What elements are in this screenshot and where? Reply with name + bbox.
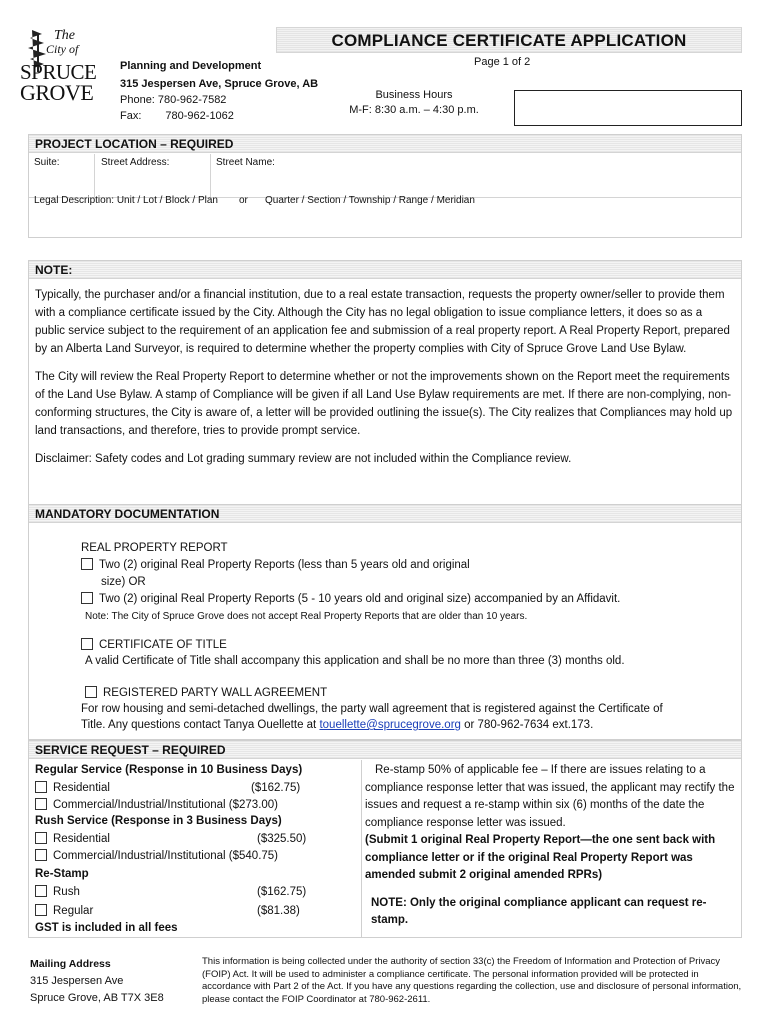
party-wall-label: REGISTERED PARTY WALL AGREEMENT (103, 687, 328, 699)
rpr-option-2 (81, 591, 620, 608)
office-fax (120, 108, 318, 124)
party-wall-checkbox[interactable] (85, 686, 97, 698)
gst-note: GST is included in all fees (35, 922, 178, 934)
party-wall-agreement (85, 685, 327, 702)
rpr-option-2-checkbox[interactable] (81, 592, 93, 604)
suite-field[interactable] (29, 154, 95, 198)
restamp-applicant-note: NOTE: Only the original compliance applicant can request re-stamp. (371, 896, 707, 926)
street-name-label: Street Name: (216, 157, 275, 168)
address-row (29, 154, 741, 198)
certificate-of-title-checkbox[interactable] (81, 638, 93, 650)
rush-residential-label: Residential (53, 833, 110, 845)
suite-label: Suite: (34, 157, 60, 168)
legal-description-field[interactable] (29, 195, 741, 238)
foip-notice: This information is being collected under the authority of section 33(c) the Freedom of Information and Protection of Privacy (FOIP) Act. It will be used to administer a compliance certificate. The personal information provided will be protected in accordance with Part 2 of the Act. If you have any questions regarding the collection, use and disclosure of personal information, please contact the FOIP Coordinator at 780-962-2611. (202, 956, 742, 1005)
regular-commercial-label: Commercial/Industrial/Institutional (53, 799, 226, 811)
mailing-address-line-1: 315 Jespersen Ave (30, 975, 124, 987)
page-number: Page 1 of 2 (474, 56, 531, 68)
office-phone: Phone: 780-962-7582 (120, 94, 227, 106)
rush-commercial-checkbox[interactable] (35, 849, 47, 861)
restamp-rush-price: ($162.75) (257, 886, 307, 898)
street-address-label: Street Address: (101, 157, 170, 168)
regular-commercial-option (35, 797, 278, 814)
regular-commercial-price: ($273.00) (228, 799, 279, 811)
rush-residential-option (35, 831, 110, 848)
city-logo (20, 26, 100, 122)
logo-spruce: SPRUCE (20, 60, 97, 84)
project-location-heading: PROJECT LOCATION – REQUIRED (29, 135, 741, 153)
restamp-rush-checkbox[interactable] (35, 885, 47, 897)
note-paragraph-2: The City will review the Real Property Report to determine whether or not the improvements shown on the Report meet the requirements of the Land Use Bylaw. A stamp of Compliance will be given if all Land Use Bylaw requirements are met. If there are non-complying, non-conforming structures, the City is aware of, a letter will be provided outlining the issue(s). The City realizes that Compliances may hold up land transactions, and therefore, tries to provide prompt service. (35, 371, 733, 437)
rush-residential-price: ($325.50) (257, 833, 307, 845)
restamp-regular-price: ($81.38) (257, 905, 300, 917)
mailing-address (30, 956, 164, 1007)
office-info (120, 58, 318, 124)
certificate-of-title-label: CERTIFICATE OF TITLE (99, 639, 227, 651)
restamp-title: Re-Stamp (35, 868, 89, 880)
mailing-address-title: Mailing Address (30, 958, 111, 970)
disclaimer: Disclaimer: Safety codes and Lot grading summary review are not included within the Compliance review. (35, 453, 572, 465)
form-title: COMPLIANCE CERTIFICATE APPLICATION (276, 27, 742, 53)
logo-the: The (54, 28, 75, 43)
street-address-field[interactable] (95, 154, 211, 198)
rush-commercial-option (35, 848, 278, 865)
logo-city-of: City of (46, 42, 79, 56)
column-divider (361, 760, 362, 938)
party-wall-phone: or 780-962-7634 ext.173. (464, 719, 594, 731)
regular-residential-label: Residential (53, 782, 110, 794)
fax-label: Fax: (120, 110, 142, 122)
or-label: or (239, 195, 248, 206)
regular-residential-price: ($162.75) (251, 782, 301, 794)
project-location-section (28, 134, 742, 238)
restamp-rush-label: Rush (53, 886, 80, 898)
restamp-regular-option (35, 903, 93, 920)
restamp-rush-option (35, 884, 80, 901)
legal-description-label: Legal Description: Unit / Lot / Block / Plan (34, 195, 218, 206)
contact-email-link[interactable]: touellette@sprucegrove.org (319, 719, 461, 731)
note-body (29, 279, 741, 468)
rpr-option-2-text: Two (2) original Real Property Reports (5 - 10 years old and original size) accompanied by an Affidavit. (99, 593, 621, 605)
office-use-box[interactable] (514, 90, 742, 126)
certificate-of-title-text: A valid Certificate of Title shall accompany this application and shall be no more than three (3) months old. (85, 655, 625, 667)
rush-residential-checkbox[interactable] (35, 832, 47, 844)
rpr-option-1 (81, 557, 470, 574)
service-request-section (28, 740, 742, 938)
regular-residential-option (35, 780, 110, 797)
logo-grove: GROVE (20, 80, 94, 105)
restamp-description (365, 762, 737, 930)
street-name-field[interactable] (211, 154, 741, 198)
party-wall-text-1: For row housing and semi-detached dwellings, the party wall agreement that is registered against the Certificate of (81, 703, 663, 715)
restamp-submit-instructions: (Submit 1 original Real Property Report—the one sent back with compliance letter or if the original Real Property Report was amended submit 2 original amended RPRs) (365, 834, 716, 881)
rpr-title: REAL PROPERTY REPORT (81, 542, 228, 554)
rpr-option-1-text: Two (2) original Real Property Reports (less than 5 years old and original (99, 559, 470, 571)
note-section (28, 260, 742, 504)
hours-value: M-F: 8:30 a.m. – 4:30 p.m. (349, 104, 479, 116)
note-heading: NOTE: (29, 261, 741, 279)
hours-label: Business Hours (375, 89, 453, 101)
office-address: 315 Jespersen Ave, Spruce Grove, AB (120, 78, 319, 90)
mailing-address-line-2: Spruce Grove, AB T7X 3E8 (30, 992, 164, 1004)
regular-commercial-checkbox[interactable] (35, 798, 47, 810)
regular-residential-checkbox[interactable] (35, 781, 47, 793)
rpr-note: Note: The City of Spruce Grove does not accept Real Property Reports that are older than 10 years. (85, 611, 528, 622)
party-wall-contact: Title. Any questions contact Tanya Ouellette at (81, 719, 317, 731)
restamp-policy-text: Re-stamp 50% of applicable fee – If there are issues relating to a compliance response letter that was issued, the applicant may rectify the issues and request a re-stamp within six (6) months of the date the compliance response letter was issued. (365, 764, 735, 829)
mandatory-documentation-heading: MANDATORY DOCUMENTATION (29, 505, 741, 523)
rush-service-title: Rush Service (Response in 3 Business Days) (35, 815, 282, 827)
quarter-section-label: Quarter / Section / Township / Range / Meridian (265, 195, 475, 206)
rpr-option-1-checkbox[interactable] (81, 558, 93, 570)
regular-service-title: Regular Service (Response in 10 Business Days) (35, 764, 303, 776)
party-wall-text-2 (81, 717, 593, 734)
service-request-heading: SERVICE REQUEST – REQUIRED (29, 741, 741, 759)
rush-commercial-label: Commercial/Industrial/Institutional (53, 850, 226, 862)
rush-commercial-price: ($540.75) (228, 850, 279, 862)
restamp-regular-label: Regular (53, 905, 94, 917)
certificate-of-title (81, 637, 227, 654)
department-name: Planning and Development (120, 60, 262, 72)
business-hours (334, 88, 494, 118)
mandatory-documentation-section (28, 504, 742, 740)
rpr-option-1-cont: size) OR (101, 576, 146, 588)
note-paragraph-1: Typically, the purchaser and/or a financial institution, due to a real estate transaction, requests the property owner/seller to provide them with a compliance certificate issued by the City. Although the City has no legal obligation to issue compliance letters, it does so as a public service subject to the requirement of an application fee and submission of a real property report. A Real Property Report, prepared by an Alberta Land Surveyor, is required to determine whether the property complies with City of Spruce Grove Land Use Bylaw. (35, 289, 730, 355)
fax-number: 780-962-1062 (165, 110, 234, 122)
restamp-regular-checkbox[interactable] (35, 904, 47, 916)
